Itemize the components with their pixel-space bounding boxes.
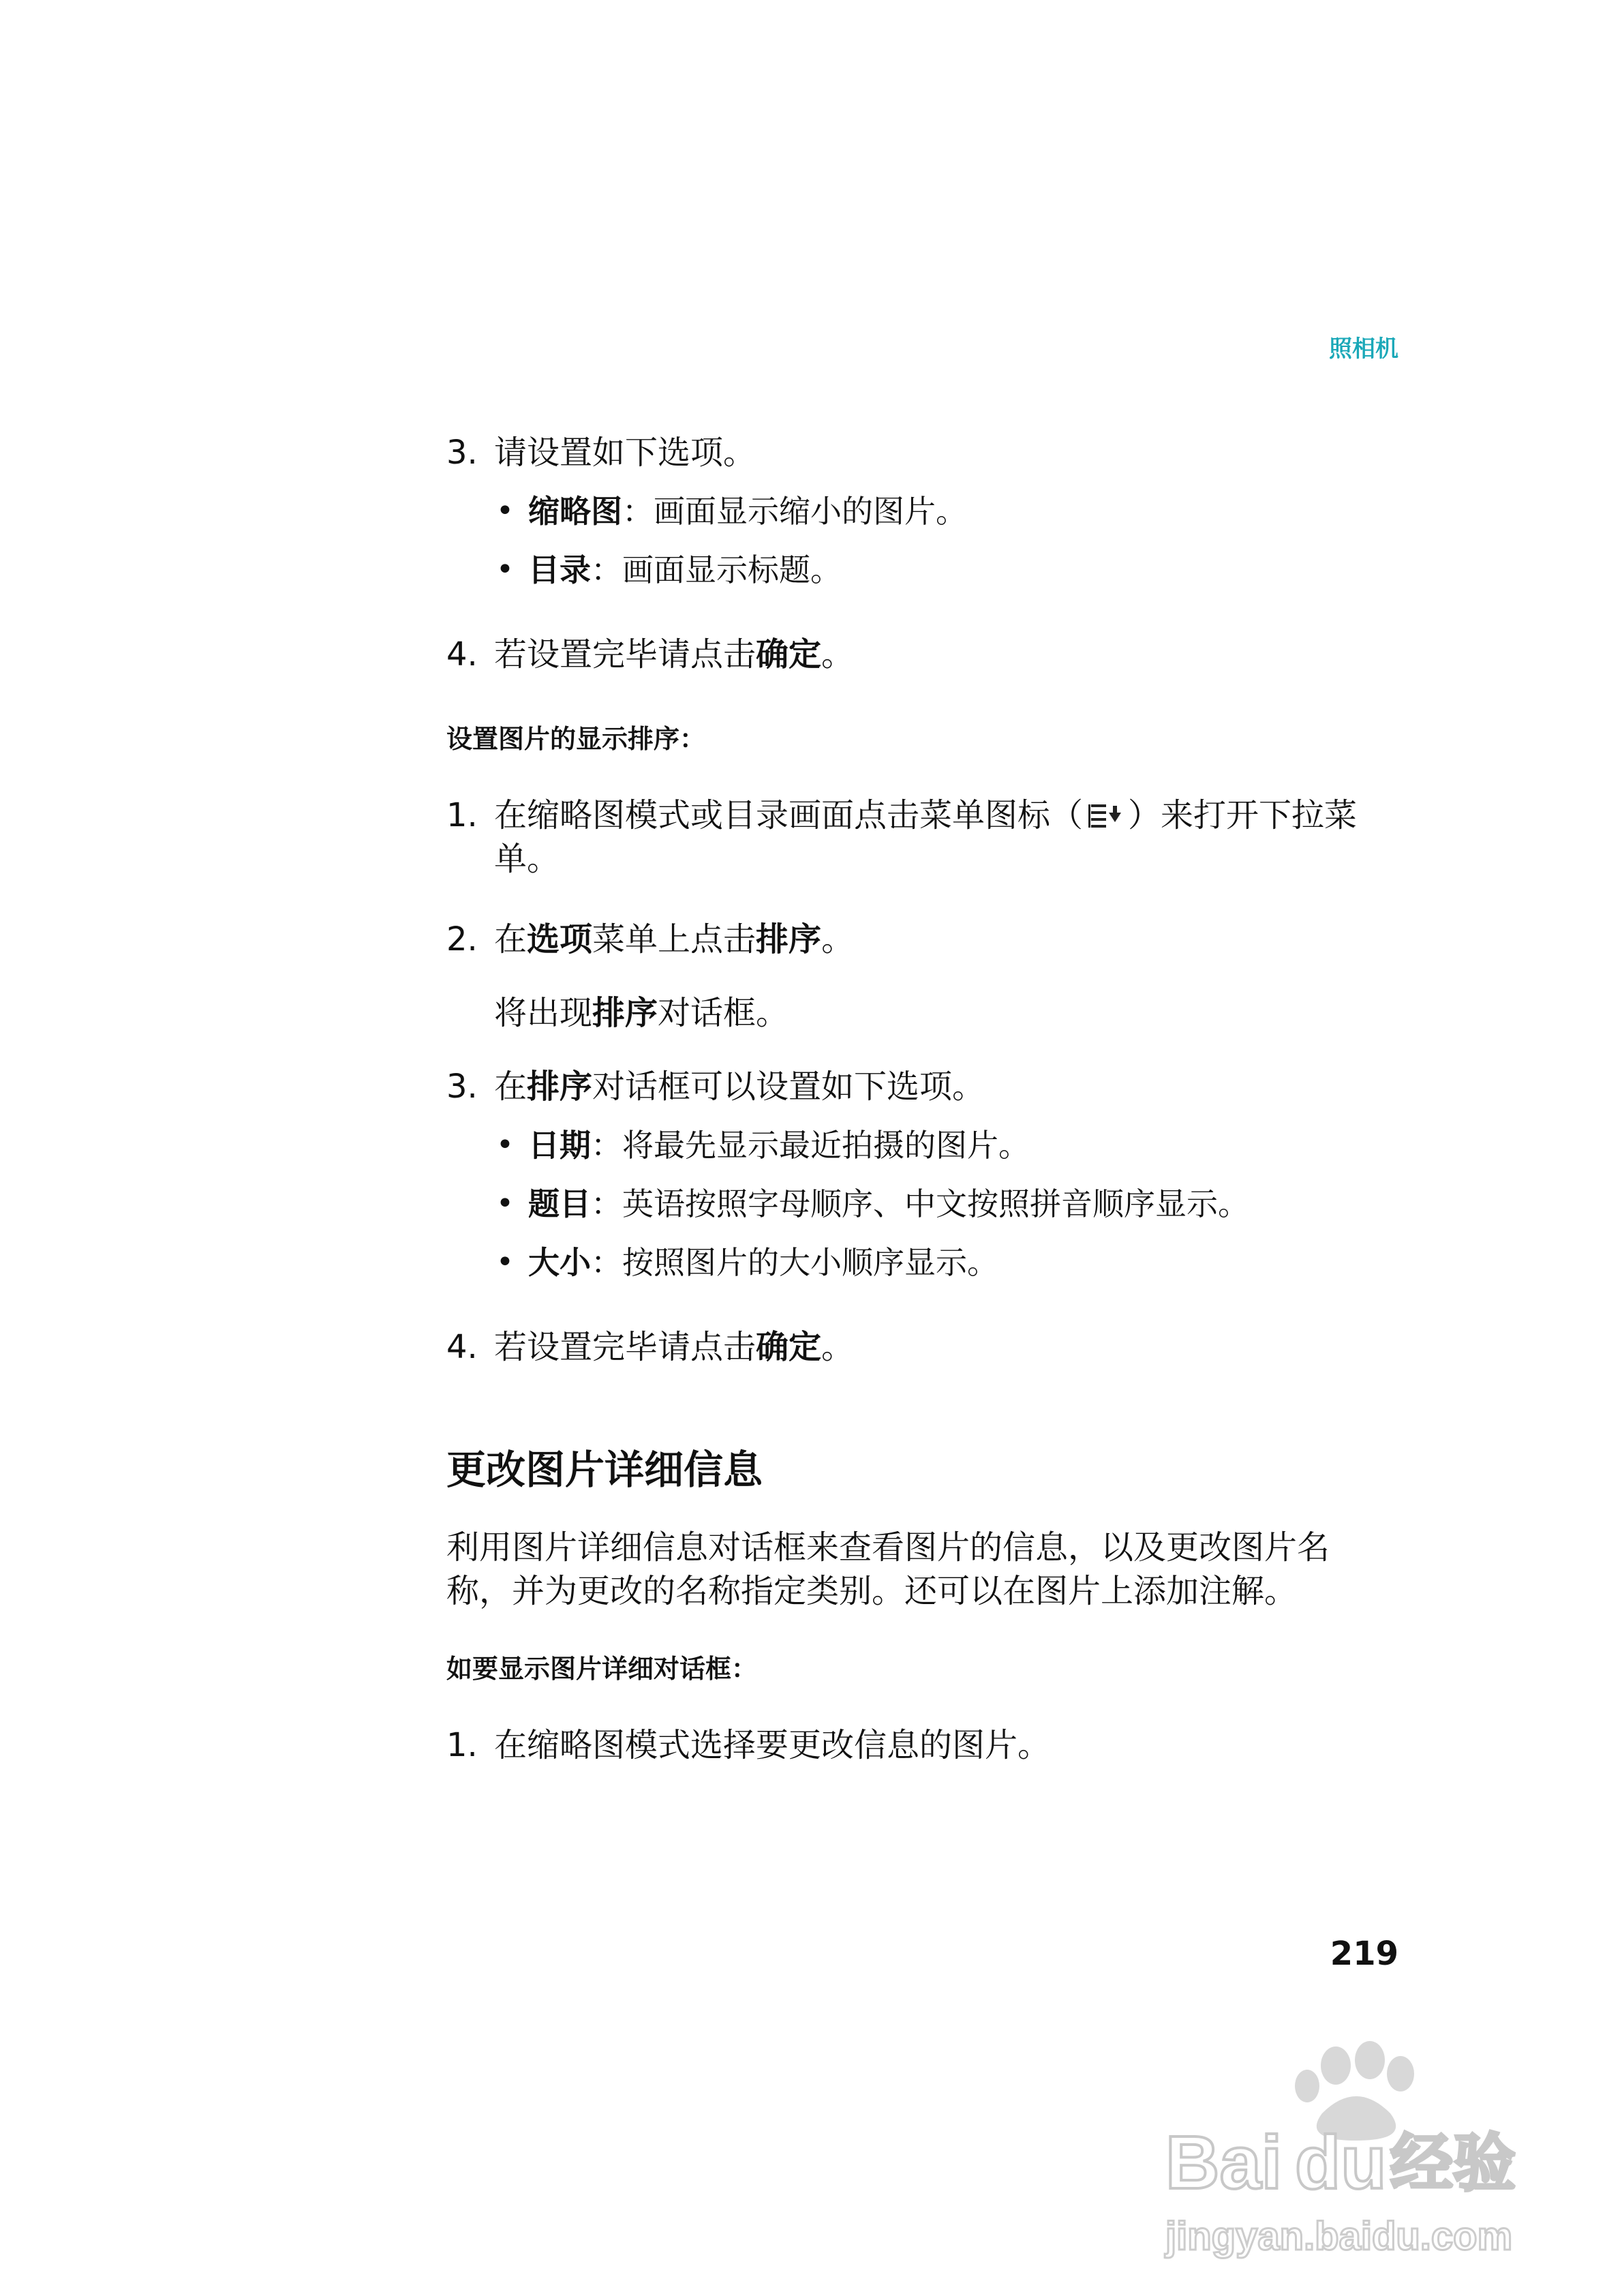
para-line: 称，并为更改的名称指定类别。还可以在图片上添加注解。 <box>446 1572 1298 1610</box>
section-header: 照相机 <box>1329 335 1398 363</box>
step-text: 在 <box>494 1068 527 1106</box>
bullet-label: 缩略图 <box>528 493 622 530</box>
step-text: 对话框可以设置如下选项。 <box>592 1068 985 1106</box>
step-text: 在缩略图模式或目录画面点击菜单图标（ <box>494 796 1084 834</box>
bullet-dot: • <box>496 552 514 587</box>
para-line: 利用图片详细信息对话框来查看图片的信息，以及更改图片名 <box>446 1528 1330 1567</box>
step-text: 若设置完毕请点击 <box>494 635 756 674</box>
bullet-label: 日期 <box>528 1127 591 1164</box>
step-text-end: 。 <box>821 920 855 958</box>
bullet-colon: ： <box>591 552 622 588</box>
watermark-url: jingyan.baidu.com <box>1165 2214 1513 2259</box>
step-text-line2: 单。 <box>494 840 560 878</box>
menu-dropdown-icon <box>1087 802 1124 832</box>
page-number: 219 <box>1330 1935 1398 1973</box>
step-number: 2. <box>446 920 478 958</box>
step-number: 1. <box>446 796 478 834</box>
step-3-set-options <box>446 431 1401 474</box>
bullet-thumbnail <box>446 489 1401 533</box>
watermark-brand-du: du <box>1295 2121 1387 2205</box>
bullet-text: 画面显示缩小的图片。 <box>654 493 967 530</box>
bullet-label: 题目 <box>528 1185 591 1222</box>
step-text-end: 。 <box>821 635 855 674</box>
sort-label: 排序 <box>592 994 658 1032</box>
step-text: 菜单上点击 <box>592 920 756 958</box>
bullet-colon: ： <box>591 1185 622 1222</box>
sort-label: 排序 <box>756 920 822 958</box>
bullet-text: 按照图片的大小顺序显示。 <box>622 1244 998 1281</box>
note-text: 对话框。 <box>658 994 789 1032</box>
details-heading: 如要显示图片详细对话框： <box>446 1654 758 1684</box>
confirm-label: 确定 <box>756 1328 822 1366</box>
details-title: 更改图片详细信息 <box>446 1447 763 1493</box>
step-text: 若设置完毕请点击 <box>494 1328 756 1366</box>
watermark-brand: Bai <box>1165 2121 1283 2205</box>
sort-label: 排序 <box>527 1068 593 1106</box>
options-menu-label: 选项 <box>527 920 593 958</box>
bullet-dot: • <box>496 494 514 528</box>
bullet-text: 英语按照字母顺序、中文按照拼音顺序显示。 <box>622 1185 1249 1222</box>
bullet-title <box>446 1182 1401 1226</box>
sort-heading: 设置图片的显示排序： <box>446 724 706 754</box>
bullet-date <box>446 1123 1401 1167</box>
sort-step-1 <box>446 794 1401 881</box>
baidu-watermark <box>1152 2038 1533 2263</box>
step-number: 3. <box>446 434 478 472</box>
step-text-end: 。 <box>821 1328 855 1366</box>
bullet-dot: • <box>496 1186 514 1221</box>
main-content <box>446 431 1401 1767</box>
watermark-brand-cn: 经验 <box>1390 2127 1516 2200</box>
step-4-confirm <box>446 633 1401 676</box>
bullet-colon: ： <box>591 1127 622 1164</box>
step-number: 3. <box>446 1068 478 1106</box>
bullet-text: 将最先显示最近拍摄的图片。 <box>622 1127 1030 1164</box>
bullet-text: 画面显示标题。 <box>622 552 842 588</box>
step-text-cont: ）来打开下拉菜 <box>1128 796 1358 834</box>
sort-step-4 <box>446 1325 1401 1369</box>
bullet-size <box>446 1241 1401 1284</box>
bullet-label: 目录 <box>528 552 591 588</box>
note-text: 将出现 <box>494 994 593 1032</box>
bullet-colon: ： <box>622 493 654 530</box>
sort-step-2-note <box>446 991 1401 1035</box>
bullet-dot: • <box>496 1128 514 1162</box>
bullet-dot: • <box>496 1245 514 1280</box>
sort-step-2 <box>446 918 1401 961</box>
bullet-label: 大小 <box>528 1244 591 1281</box>
step-text: 在 <box>494 920 527 958</box>
details-step-1 <box>446 1723 1401 1767</box>
step-number: 4. <box>446 635 478 674</box>
step-number: 1. <box>446 1726 478 1764</box>
bullet-list <box>446 548 1401 592</box>
bullet-colon: ： <box>591 1244 622 1281</box>
details-paragraph <box>446 1526 1401 1613</box>
step-text: 在缩略图模式选择要更改信息的图片。 <box>494 1726 1051 1764</box>
sort-step-3 <box>446 1065 1401 1108</box>
step-text: 请设置如下选项。 <box>494 434 756 472</box>
confirm-label: 确定 <box>756 635 822 674</box>
step-number: 4. <box>446 1328 478 1366</box>
